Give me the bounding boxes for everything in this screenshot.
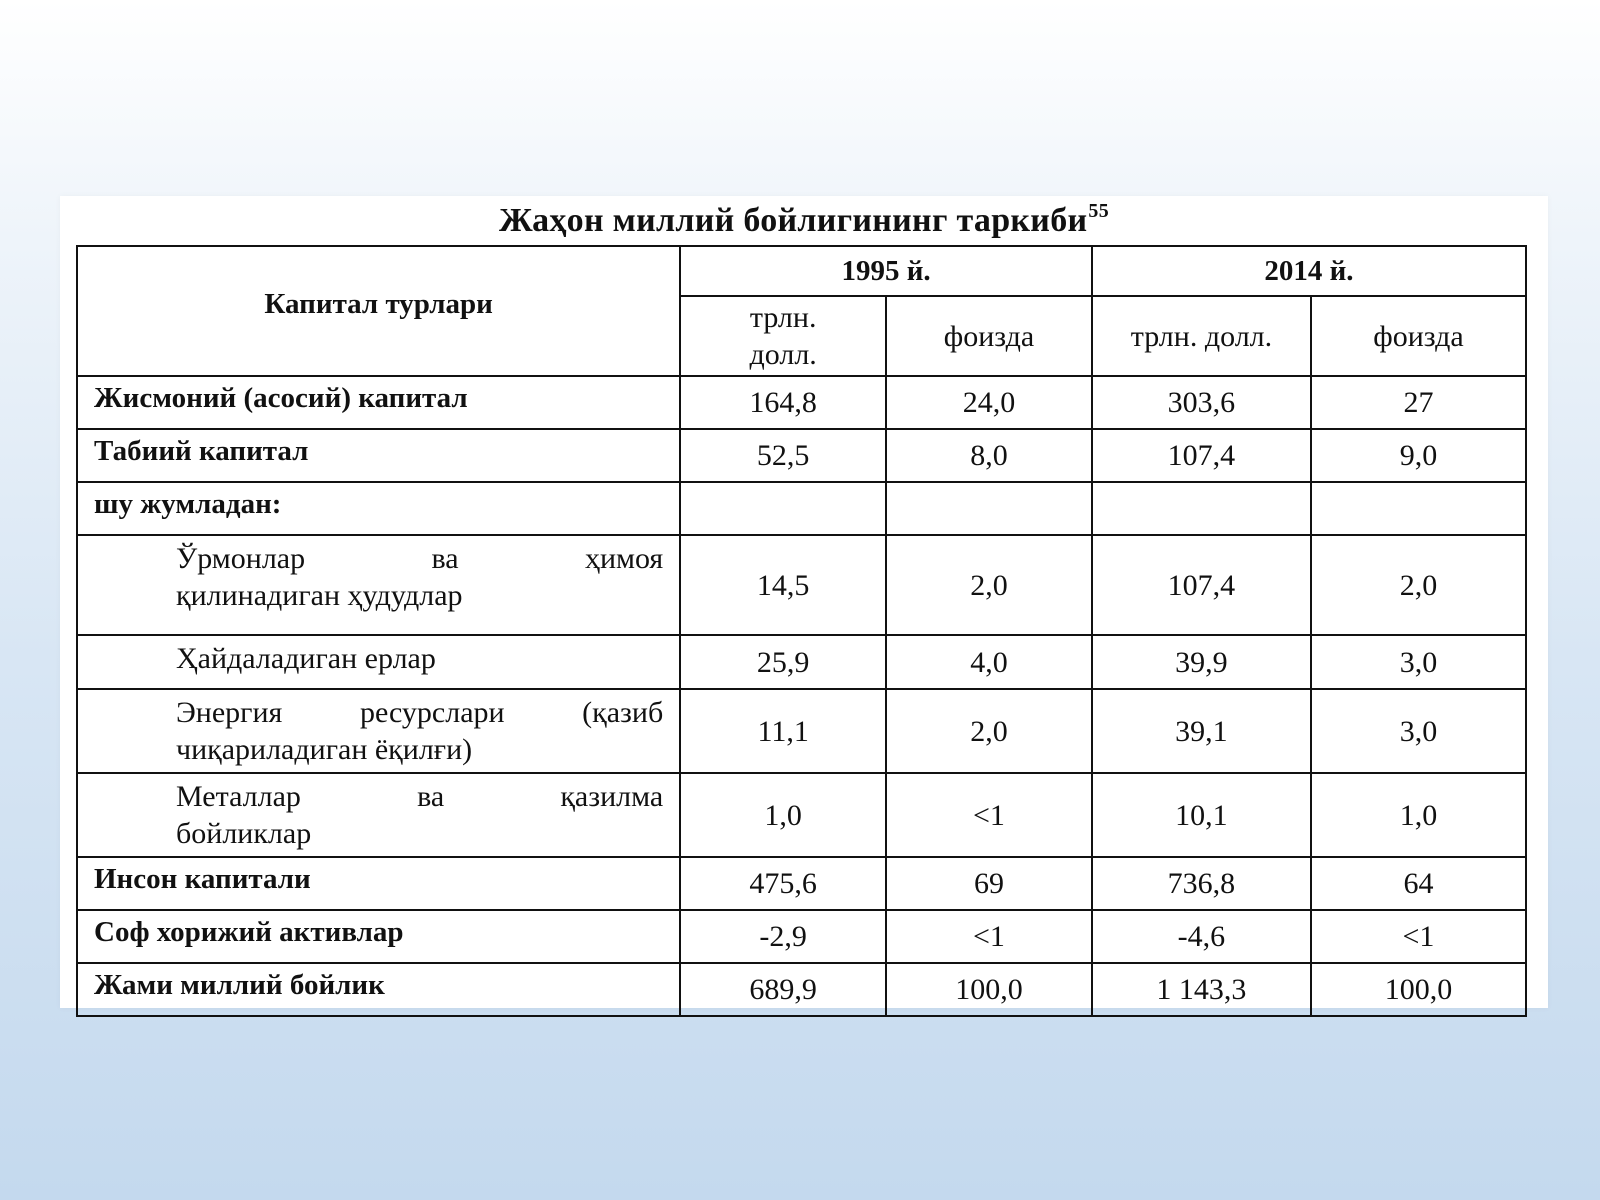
table-row [77,689,1526,773]
row-label-line [176,778,663,815]
row-label-line: қилинадиган ҳудудлар [176,579,463,612]
value-cell: 475,6 [680,857,886,910]
value-cell: 9,0 [1311,429,1526,482]
value-cell [680,482,886,535]
value-cell: 10,1 [1092,773,1311,857]
value-cell: <1 [1311,910,1526,963]
table-row [77,429,1526,482]
label-word: қазилма [560,780,664,813]
value-cell [1311,482,1526,535]
row-label-line: бойликлар [176,817,312,850]
table-row [77,773,1526,857]
row-label: Табиий капитал [77,429,680,482]
value-cell: 27 [1311,376,1526,429]
value-cell: 11,1 [680,689,886,773]
label-word: ва [417,780,445,813]
value-cell: <1 [886,910,1092,963]
table-title-text: Жаҳон миллий бойлигининг таркиби [499,202,1088,239]
row-label [77,773,680,857]
value-cell: 52,5 [680,429,886,482]
wealth-table [76,245,1527,1017]
row-label: Ҳайдаладиган ерлар [77,635,680,689]
header-year-1995: 1995 й. [680,246,1092,296]
value-cell: 4,0 [886,635,1092,689]
table-row [77,635,1526,689]
value-cell: 689,9 [680,963,886,1016]
value-cell: 69 [886,857,1092,910]
value-cell: 24,0 [886,376,1092,429]
table-row [77,535,1526,635]
value-cell: 303,6 [1092,376,1311,429]
table-row [77,376,1526,429]
value-cell: 1 143,3 [1092,963,1311,1016]
value-cell: 2,0 [1311,535,1526,635]
row-label: Соф хорижий активлар [77,910,680,963]
value-cell: -2,9 [680,910,886,963]
value-cell: 3,0 [1311,689,1526,773]
label-word: (қазиб [582,696,664,729]
row-label-line [176,694,663,731]
label-word: Металлар [176,780,301,813]
label-word: Ўрмонлар [176,542,306,575]
value-cell: 64 [1311,857,1526,910]
value-cell: 107,4 [1092,429,1311,482]
row-label: шу жумладан: [77,482,680,535]
header-unit-percent-2014: фоизда [1311,296,1526,376]
table-row [77,857,1526,910]
table-title [60,200,1548,240]
header-unit-trln-2014: трлн. долл. [1092,296,1311,376]
value-cell: 2,0 [886,689,1092,773]
value-cell: 3,0 [1311,635,1526,689]
value-cell: 107,4 [1092,535,1311,635]
label-word: ресурслари [359,696,505,729]
table-row [77,910,1526,963]
value-cell: 39,1 [1092,689,1311,773]
value-cell: 1,0 [680,773,886,857]
label-word: Энергия [176,696,283,729]
label-word: ва [431,542,459,575]
table-row [77,963,1526,1016]
row-label [77,535,680,635]
value-cell [1092,482,1311,535]
table-row [77,482,1526,535]
header-row-years [77,246,1526,296]
row-label-line: чиқариладиган ёқилғи) [176,733,473,766]
value-cell: 2,0 [886,535,1092,635]
row-label [77,689,680,773]
row-label: Инсон капитали [77,857,680,910]
value-cell: 25,9 [680,635,886,689]
value-cell: 736,8 [1092,857,1311,910]
value-cell: <1 [886,773,1092,857]
value-cell: 100,0 [886,963,1092,1016]
value-cell: 100,0 [1311,963,1526,1016]
row-label: Жами миллий бойлик [77,963,680,1016]
title-footnote: 55 [1088,200,1109,222]
header-unit-trln-1995: трлн. долл. [680,296,886,376]
header-year-2014: 2014 й. [1092,246,1526,296]
value-cell [886,482,1092,535]
value-cell: 164,8 [680,376,886,429]
value-cell: 39,9 [1092,635,1311,689]
row-label: Жисмоний (асосий) капитал [77,376,680,429]
slide-panel [60,196,1548,1008]
label-word: ҳимоя [584,542,664,575]
header-capital-types: Капитал турлари [77,246,680,376]
value-cell: -4,6 [1092,910,1311,963]
value-cell: 8,0 [886,429,1092,482]
value-cell: 14,5 [680,535,886,635]
row-label-line [176,540,663,577]
value-cell: 1,0 [1311,773,1526,857]
header-unit-percent-1995: фоизда [886,296,1092,376]
